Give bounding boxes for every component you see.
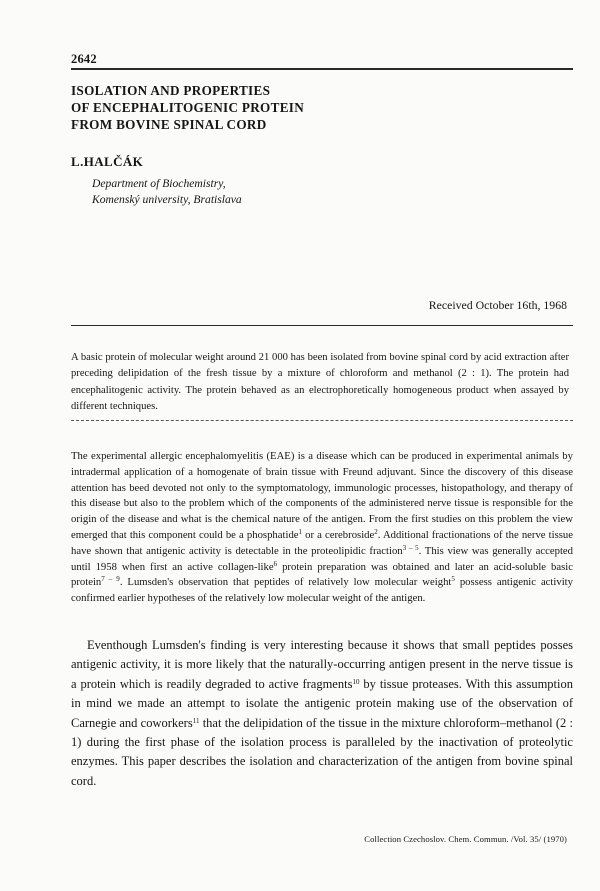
citation-superscript: 10 [352, 677, 360, 686]
affiliation [92, 176, 242, 208]
journal-footer: Collection Czechoslov. Chem. Commun. /Vol. 35/ (1970) [364, 834, 567, 844]
citation-superscript: 1 [298, 527, 303, 536]
body-text: by tissue proteases. With this assumption in mind we made an attempt to isolate the antigenic protein making use of the observation of Carnegie and coworkers [71, 676, 573, 730]
citation-superscript: 5 [451, 575, 455, 584]
citation-superscript: 7 – 9 [101, 575, 120, 584]
author-name: L.HALČÁK [71, 154, 144, 169]
citation-superscript: 3 – 5 [402, 543, 419, 552]
body-text: Eventhough Lumsden's finding is very interesting because it shows that small peptides posses antigenic activity, it is more likely that the naturally-occurring antigen present in the nerve tissue is a protein which is readily degraded to active fragments [71, 638, 573, 691]
intro-text: protein preparation was obtained and later an acid-soluble basic protein [71, 560, 573, 589]
title-line: FROM BOVINE SPINAL CORD [71, 117, 267, 132]
abstract-top-rule [71, 325, 573, 326]
header-rule [71, 68, 573, 70]
intro-text: . Lumsden's observation that peptides of relatively low molecular weight [119, 576, 452, 589]
intro-paragraph [71, 449, 573, 607]
intro-text: possess antigenic activity confirmed earlier hypotheses of the relatively low molecular weight of the antigen. [71, 576, 573, 605]
intro-text: or a cerebroside [302, 528, 375, 541]
body-paragraph [71, 636, 573, 791]
intro-text: . Additional fractionations of the nerve tissue have shown that antigenic activity is detectable in the proteolipidic fraction [71, 528, 574, 557]
intro-text: . This view was generally accepted until 1958 when first an active collagen-like [71, 544, 573, 573]
title-line: ISOLATION AND PROPERTIES [71, 83, 271, 98]
article-title [71, 82, 304, 133]
affiliation-line: Department of Biochemistry, [92, 177, 226, 190]
received-date: Received October 16th, 1968 [428, 298, 567, 312]
abstract-bottom-rule [71, 420, 573, 421]
page-number: 2642 [71, 52, 97, 66]
body-text: that the delipidation of the tissue in the mixture chloroform–methanol (2 : 1) during the first phase of the isolation process is paralleled by the inactivation of proteolytic enzymes. This paper describes the isolation and characterization of the antigen from bovine spinal cord. [71, 715, 573, 788]
intro-text: The experimental allergic encephalomyelitis (EAE) is a disease which can be produced in experimental animals by intradermal application of a homogenate of brain tissue with Freund adjuvant. Since the discovery of this disease attention has beed devoted not only to the symptomatology, immunologic processes, histopathology, and therapy of this disease but also to the problem which of the components of the administered nerve tissue is responsible for the origin of the disease and what is the chemical nature of the antigen. From the first studies on this problem the view emerged that this component could be a phosphatide [71, 450, 573, 541]
abstract: A basic protein of molecular weight around 21 000 has been isolated from bovine spinal cord by acid extraction after preceding delipidation of the fresh tissue by a mixture of chloroform and methanol (2 : 1). The protein had encephalitogenic activity. The protein behaved as an electrophoretically homogeneous product when assayed by different techniques. [71, 352, 569, 412]
citation-superscript: 11 [192, 716, 200, 725]
affiliation-line: Komenský university, Bratislava [92, 193, 242, 206]
citation-superscript: 6 [273, 559, 278, 568]
title-line: OF ENCEPHALITOGENIC PROTEIN [71, 100, 305, 115]
citation-superscript: 2 [374, 527, 378, 536]
